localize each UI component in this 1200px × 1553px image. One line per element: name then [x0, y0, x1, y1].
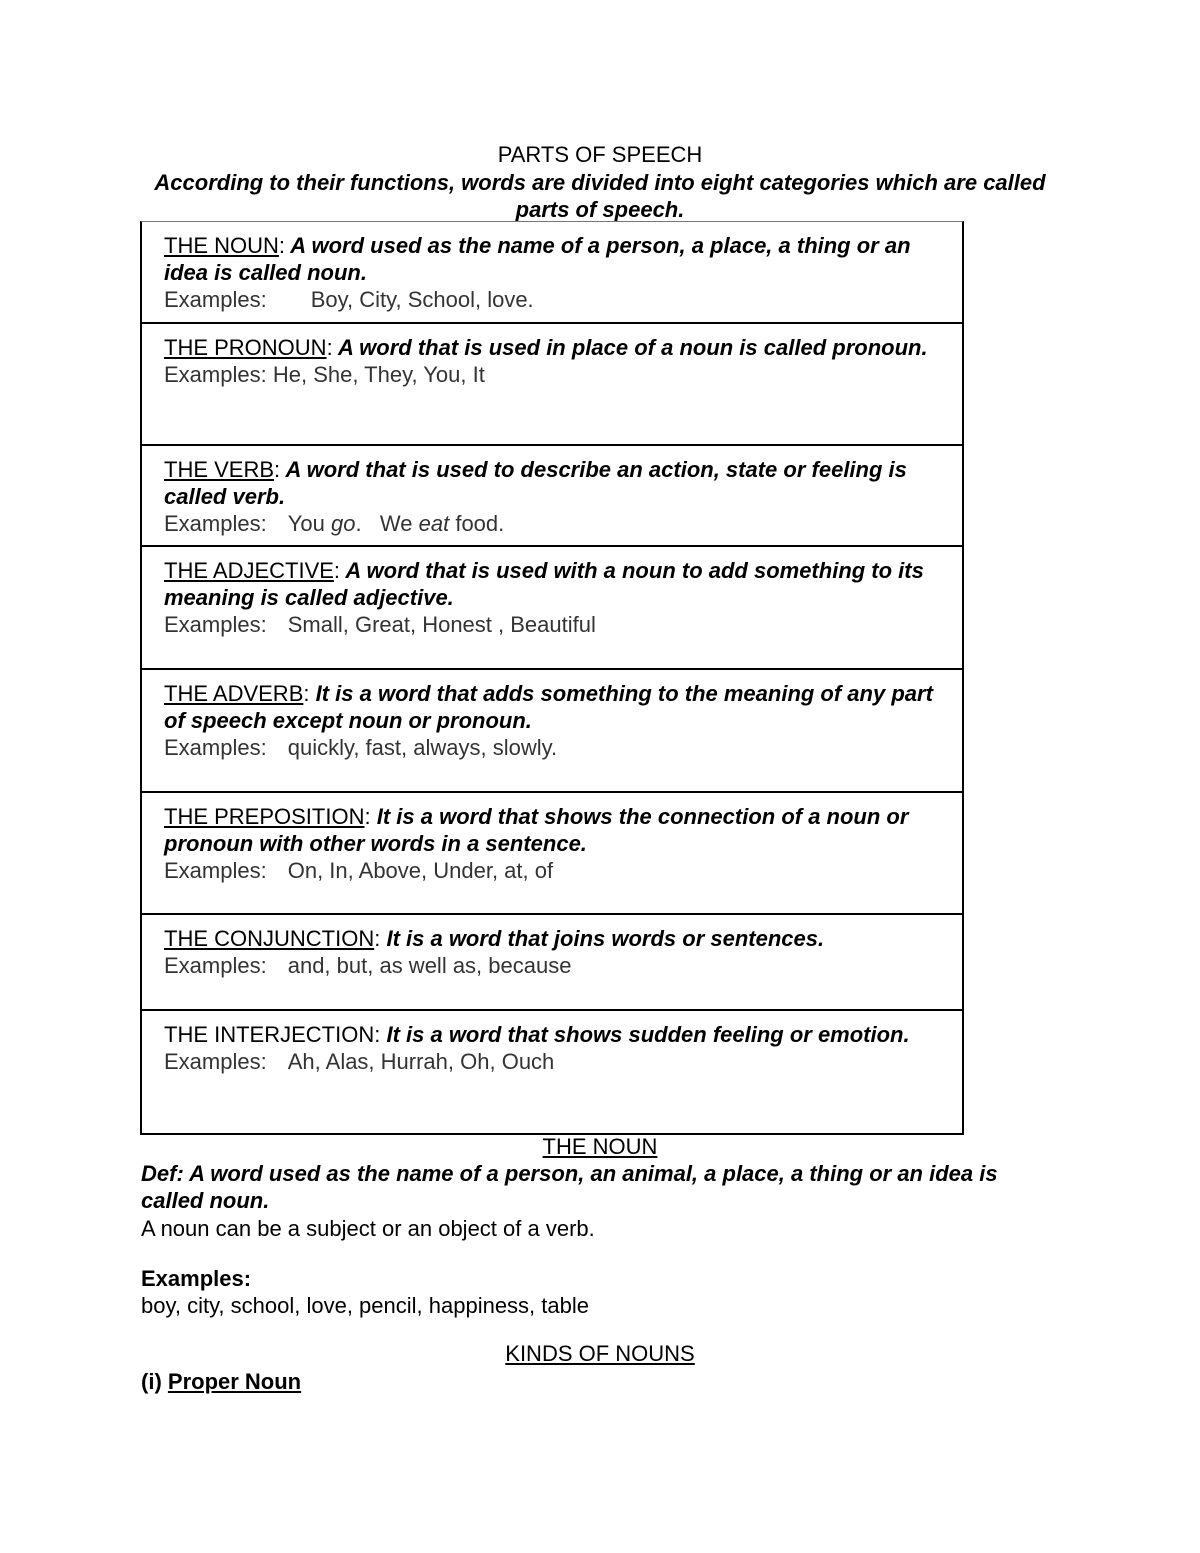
term: THE PREPOSITION [164, 804, 365, 829]
noun-definition: Def: A word used as the name of a person, an animal, a place, a thing or an idea is called noun. [141, 1161, 998, 1213]
definition: It is a word that adds something to the meaning of any part of speech except noun or pronoun. [164, 681, 933, 733]
term: THE PRONOUN [164, 335, 327, 360]
examples-heading: Examples: [141, 1266, 252, 1291]
examples-values: quickly, fast, always, slowly. [287, 735, 558, 760]
definition: It is a word that shows sudden feeling or emotion. [380, 1022, 910, 1047]
page-subtitle: According to their functions, words are divided into eight categories which are called parts of speech. [154, 170, 1046, 222]
definition: It is a word that shows the connection of a noun or pronoun with other words in a sentence. [164, 804, 909, 856]
examples-values: and, but, as well as, because [287, 953, 572, 978]
examples-label: Examples: [164, 287, 267, 312]
term: THE ADJECTIVE [164, 558, 334, 583]
table-row-pronoun: THE PRONOUN: A word that is used in place of a noun is called pronoun. Examples: He, She, They, You, It [142, 324, 962, 446]
table-row-adjective: THE ADJECTIVE: A word that is used with a noun to add something to its meaning is called adjective. Examples: Small, Great, Honest , Beautiful [142, 547, 962, 670]
table-row-verb: THE VERB: A word that is used to describe an action, state or feeling is called verb. Examples: You go. We eat food. [142, 446, 962, 547]
term: THE NOUN [164, 233, 279, 258]
examples-values: Ah, Alas, Hurrah, Oh, Ouch [287, 1049, 555, 1074]
table-row-noun: THE NOUN: A word used as the name of a person, a place, a thing or an idea is called noun. Examples: Boy, City, School, love. [142, 222, 962, 324]
proper-noun-heading: (i) Proper Noun [141, 1369, 302, 1394]
noun-section-title: THE NOUN [542, 1134, 658, 1159]
parts-of-speech-table [140, 221, 964, 1135]
term: THE VERB [164, 457, 275, 482]
definition: A word used as the name of a person, a place, a thing or an idea is called noun. [164, 233, 911, 285]
examples-label: Examples: [164, 1049, 267, 1074]
noun-note: A noun can be a subject or an object of a verb. [141, 1216, 595, 1241]
noun-examples: boy, city, school, love, pencil, happiness, table [141, 1293, 589, 1318]
examples-label: Examples: [164, 612, 267, 637]
examples-values: He, She, They, You, It [272, 362, 485, 387]
table-row-interjection [142, 1011, 962, 1133]
page-title: PARTS OF SPEECH [497, 142, 703, 167]
term: THE ADVERB [164, 681, 304, 706]
examples-label: Examples: [164, 858, 267, 883]
examples-values: Boy, City, School, love. [310, 287, 534, 312]
definition: A word that is used in place of a noun is called pronoun. [332, 335, 928, 360]
definition: It is a word that joins words or sentences. [380, 926, 825, 951]
examples-values: On, In, Above, Under, at, of [287, 858, 554, 883]
table-row-conjunction: THE CONJUNCTION: It is a word that joins words or sentences. Examples: and, but, as well as, because [142, 915, 962, 1011]
examples-label: Examples: [164, 735, 267, 760]
kinds-of-nouns-title: KINDS OF NOUNS [505, 1341, 695, 1366]
definition: A word that is used to describe an action, state or feeling is called verb. [164, 457, 907, 509]
definition: A word that is used with a noun to add something to its meaning is called adjective. [164, 558, 924, 610]
examples-label: Examples: [164, 511, 267, 536]
examples-values: Small, Great, Honest , Beautiful [287, 612, 596, 637]
table-row-adverb: THE ADVERB: It is a word that adds something to the meaning of any part of speech except noun or pronoun. Examples: quickly, fast, always, slowly. [142, 670, 962, 793]
term: THE CONJUNCTION [164, 926, 375, 951]
table-row-preposition: THE PREPOSITION: It is a word that shows the connection of a noun or pronoun with other words in a sentence. Examples: On, In, Above, Under, at, of [142, 793, 962, 915]
examples-label: Examples: [164, 953, 267, 978]
term: THE INTERJECTION: [164, 1022, 381, 1047]
examples-label: Examples: [164, 362, 267, 387]
examples-values: You go. We eat food. [287, 511, 505, 536]
